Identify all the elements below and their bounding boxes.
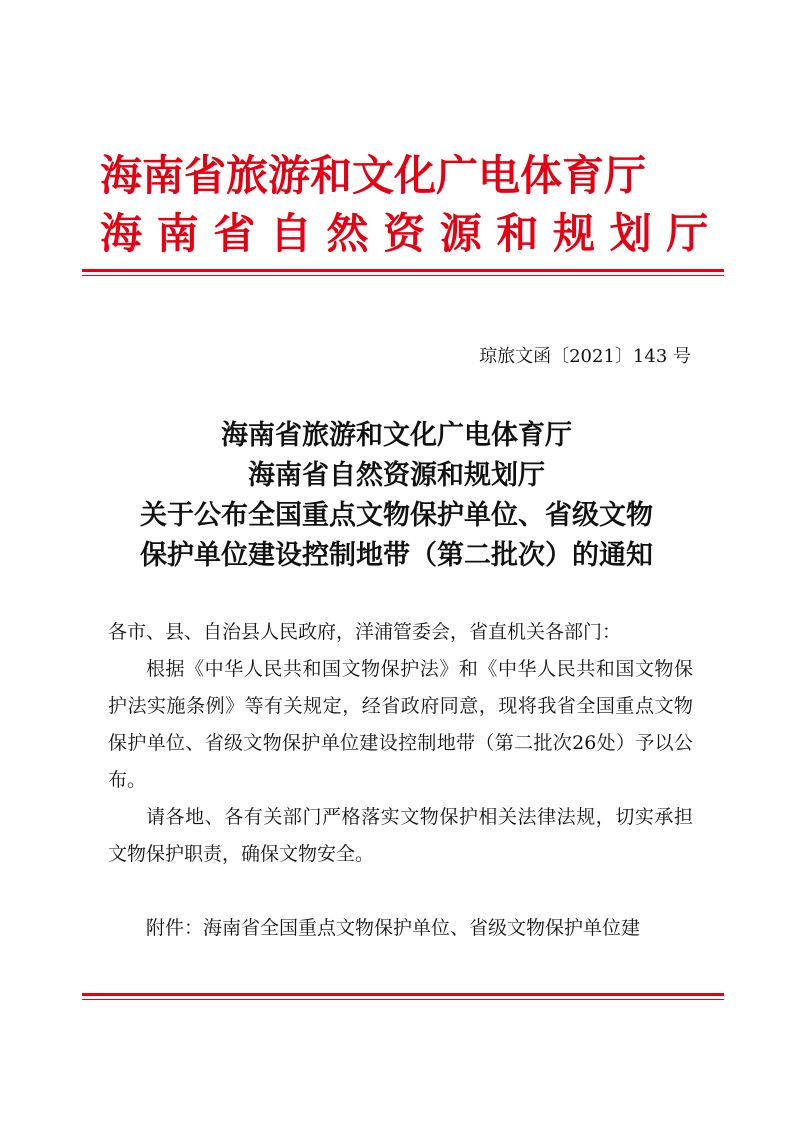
salutation: 各市、县、自治县人民政府，洋浦管委会，省直机关各部门： <box>108 621 622 643</box>
document-body <box>108 614 693 947</box>
issuer-name-line-1: 海南省旅游和文化广电体育厅 <box>100 151 647 200</box>
attachment-line: 附件：海南省全国重点文物保护单位、省级文物保护单位建 <box>146 917 641 939</box>
red-header-divider <box>82 269 724 276</box>
document-number: 琼旅文函〔2021〕143 号 <box>479 346 691 367</box>
body-paragraph-2: 请各地、各有关部门严格落实文物保护相关法律法规，切实承担文物保护职责，确保文物安全。 <box>108 806 693 865</box>
title-line-4: 保护单位建设控制地带（第二批次）的通知 <box>140 540 653 571</box>
body-paragraph-1: 根据《中华人民共和国文物保护法》和《中华人民共和国文物保护法实施条例》等有关规定，经省政府同意，现将我省全国重点文物保护单位、省级文物保护单位建设控制地带（第二批次26处）予以公布。 <box>108 658 693 791</box>
title-line-3: 关于公布全国重点文物保护单位、省级文物 <box>140 500 653 531</box>
title-line-2: 海南省自然资源和规划厅 <box>248 460 545 491</box>
issuer-name-line-2: 海 南 省 自 然 资 源 和 规 划 厅 <box>100 209 709 258</box>
red-footer-divider <box>82 993 724 1000</box>
title-line-1: 海南省旅游和文化广电体育厅 <box>221 420 572 451</box>
document-title <box>100 416 693 576</box>
